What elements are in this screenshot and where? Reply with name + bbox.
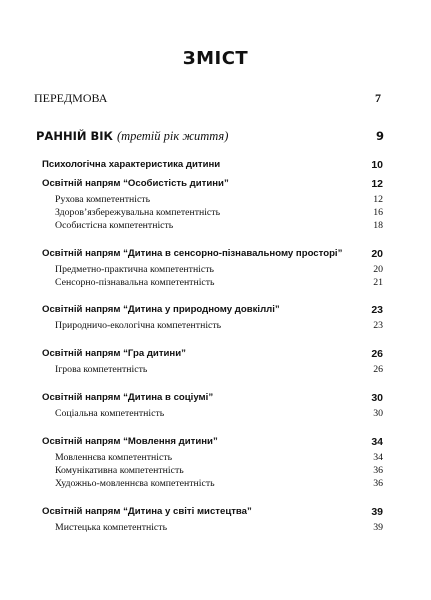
item-label: Рухова компетентність — [55, 194, 151, 205]
part-label — [36, 129, 228, 144]
item-page: 26 — [373, 364, 383, 375]
toc-part[interactable] — [0, 129, 431, 143]
item-label: Сенсорно-пізнавальна компетентність — [55, 277, 215, 288]
item-label: Предметно-практична компетентність — [55, 264, 215, 275]
section-page: 20 — [371, 248, 383, 260]
item-label: Комунікативна компетентність — [55, 465, 184, 476]
section-page: 10 — [371, 159, 383, 171]
toc-item[interactable] — [0, 364, 431, 378]
page-title: ЗМІСТ — [182, 48, 249, 69]
toc-item[interactable] — [0, 320, 431, 334]
toc-item[interactable] — [0, 264, 431, 278]
toc-section[interactable] — [0, 304, 431, 318]
toc-foreword[interactable] — [0, 91, 431, 105]
toc-section[interactable] — [0, 178, 431, 192]
section-label: Психологічна характеристика дитини — [42, 159, 221, 170]
toc-item[interactable] — [0, 207, 431, 221]
item-label: Мистецька компетентність — [55, 522, 168, 533]
section-page: 30 — [371, 392, 383, 404]
item-label: Ігрова компетентність — [55, 364, 148, 375]
toc-item[interactable] — [0, 408, 431, 422]
section-page: 39 — [371, 506, 383, 518]
item-page: 16 — [373, 207, 383, 218]
section-label: Освітній напрям “Особистість дитини” — [42, 178, 229, 189]
item-page: 18 — [373, 220, 383, 231]
item-page: 36 — [373, 478, 383, 489]
section-label: Освітній напрям “Мовлення дитини” — [42, 436, 218, 447]
item-label: Особистісна компетентність — [55, 220, 174, 231]
toc-item[interactable] — [0, 277, 431, 291]
item-page: 20 — [373, 264, 383, 275]
toc-section[interactable] — [0, 506, 431, 520]
section-page: 26 — [371, 348, 383, 360]
toc-item[interactable] — [0, 452, 431, 466]
part-page: 9 — [375, 129, 384, 143]
item-label: Соціальна компетентність — [55, 408, 165, 419]
toc-section[interactable] — [0, 392, 431, 406]
item-page: 39 — [373, 522, 383, 533]
section-page: 34 — [371, 436, 383, 448]
item-page: 34 — [373, 452, 383, 463]
toc-section[interactable] — [0, 436, 431, 450]
part-subtitle: (третій рік життя) — [116, 129, 229, 143]
foreword-page: 7 — [375, 91, 381, 105]
item-page: 36 — [373, 465, 383, 476]
toc-section[interactable] — [0, 348, 431, 362]
item-page: 12 — [373, 194, 383, 205]
item-label: Мовленнєва компетентність — [55, 452, 173, 463]
toc-item[interactable] — [0, 478, 431, 492]
item-label: Здоров’язбережувальна компетентність — [55, 207, 221, 218]
part-title: РАННІЙ ВІК — [36, 129, 113, 143]
item-page: 30 — [373, 408, 383, 419]
item-label: Художньо-мовленнєва компетентність — [55, 478, 215, 489]
toc-section[interactable] — [0, 248, 431, 262]
toc-section[interactable] — [0, 159, 431, 173]
item-page: 21 — [373, 277, 383, 288]
section-label: Освітній напрям “Гра дитини” — [42, 348, 186, 359]
toc-item[interactable] — [0, 522, 431, 536]
item-label: Природничо-екологічна компетентність — [55, 320, 222, 331]
toc-item[interactable] — [0, 194, 431, 208]
section-page: 23 — [371, 304, 383, 316]
section-label: Освітній напрям “Дитина в соціумі” — [42, 392, 214, 403]
section-label: Освітній напрям “Дитина у світі мистецтва” — [42, 506, 252, 517]
section-label: Освітній напрям “Дитина в сенсорно-пізнавальному просторі” — [42, 248, 343, 259]
section-label: Освітній напрям “Дитина у природному довкіллі” — [42, 304, 280, 315]
toc-item[interactable] — [0, 465, 431, 479]
section-page: 12 — [371, 178, 383, 190]
foreword-label: ПЕРЕДМОВА — [34, 91, 108, 105]
item-page: 23 — [373, 320, 383, 331]
toc-item[interactable] — [0, 220, 431, 234]
